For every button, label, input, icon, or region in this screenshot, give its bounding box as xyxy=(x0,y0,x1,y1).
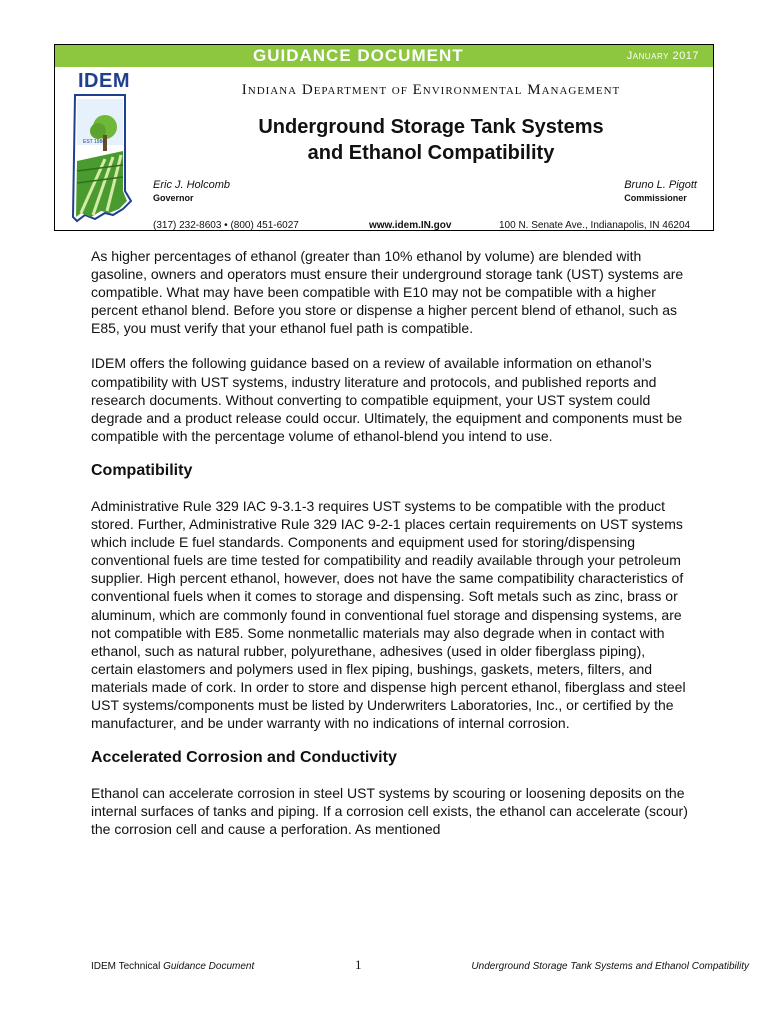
governor-role: Governor xyxy=(153,193,194,203)
corrosion-paragraph: Ethanol can accelerate corrosion in steel UST systems by scouring or loosening deposits on the internal surfaces of tanks and piping. If a corrosion cell exists, the ethanol can accelerate (scour) the corrosion cell and cause a perforation. As mentioned xyxy=(91,785,688,838)
document-body xyxy=(91,247,691,855)
intro-paragraph-1: As higher percentages of ethanol (greater than 10% ethanol by volume) are blended with gasoline, owners and operators must ensure their underground storage tank (UST) systems are compatible. What may have been compatible with E10 may not be compatible with a higher percent ethanol blend. Before you store or dispense a higher percent blend of ethanol, such as E85, you must verify that your ethanol fuel path is compatible. xyxy=(91,248,684,337)
compatibility-paragraph: Administrative Rule 329 IAC 9-3.1-3 requires UST systems to be compatible with the product stored. Further, Administrative Rule 329 IAC 9-2-1 places certain requirements on UST systems which include E fuel standards. Components and equipment used for storing/dispensing conventional fuels are time tested for compatibility and readily available through your petroleum supplier. High percent ethanol, however, does not have the same compatibility characteristics of conventional fuels when it comes to storage and dispensing. Soft metals such as zinc, brass or aluminum, which are commonly found in conventional fuel storage and dispensing systems, are not compatible with E85. Some nonmetallic materials may also degrade when in contact with ethanol, such as natural rubber, polyurethane, adhesives (used in older fiberglass piping), certain elastomers and polymers used in flex piping, bushings, gaskets, meters, filters, and materials made of cork. In order to store and dispense high percent ethanol, fiberglass and steel UST systems/components must be listed by Underwriters Laboratories, Inc., or certified by the manufacturer, and be under warranty with no indications of internal corrosion. xyxy=(91,497,686,732)
document-title xyxy=(151,114,711,166)
section-heading-compatibility: Compatibility xyxy=(91,461,193,479)
commissioner-name: Bruno L. Pigott xyxy=(624,179,697,191)
footer-left-italic: Guidance Document xyxy=(163,961,255,972)
commissioner-block xyxy=(624,179,697,205)
banner-date: January 2017 xyxy=(626,50,699,62)
title-line-2: and Ethanol Compatibility xyxy=(307,142,555,164)
logo-est: EST 1986 xyxy=(83,139,106,145)
commissioner-role: Commissioner xyxy=(624,193,687,203)
logo-wordmark: IDEM xyxy=(78,70,130,92)
page-footer xyxy=(0,955,768,975)
indiana-state-icon xyxy=(65,91,143,227)
phone-numbers: (317) 232-8603 • (800) 451-6027 xyxy=(153,220,299,231)
footer-left-plain: IDEM Technical xyxy=(91,961,164,972)
idem-logo xyxy=(65,71,143,227)
governor-block xyxy=(153,179,230,205)
title-line-1: Underground Storage Tank Systems xyxy=(258,116,604,138)
governor-name: Eric J. Holcomb xyxy=(153,179,231,191)
office-address: 100 N. Senate Ave., Indianapolis, IN 46204 xyxy=(499,220,691,231)
header-box xyxy=(54,44,714,231)
guidance-banner xyxy=(55,45,713,67)
footer-right: Underground Storage Tank Systems and Ethanol Compatibility xyxy=(471,961,749,972)
intro-paragraph-2: IDEM offers the following guidance based on a review of available information on ethanol’s compatibility with UST systems, industry literature and protocols, and published reports and research documents. Without converting to compatible equipment, your UST system could degrade and a product release could occur. Ultimately, the equipment and components must be compatible with the percentage volume of ethanol-blend you intend to use. xyxy=(91,355,683,444)
banner-title: GUIDANCE DOCUMENT xyxy=(253,46,464,65)
footer-left xyxy=(91,961,254,972)
page-number: 1 xyxy=(355,957,362,972)
website-link[interactable]: www.idem.IN.gov xyxy=(369,220,452,231)
section-heading-corrosion: Accelerated Corrosion and Conductivity xyxy=(91,749,397,767)
department-name: Indiana Department of Environmental Management xyxy=(241,82,621,98)
